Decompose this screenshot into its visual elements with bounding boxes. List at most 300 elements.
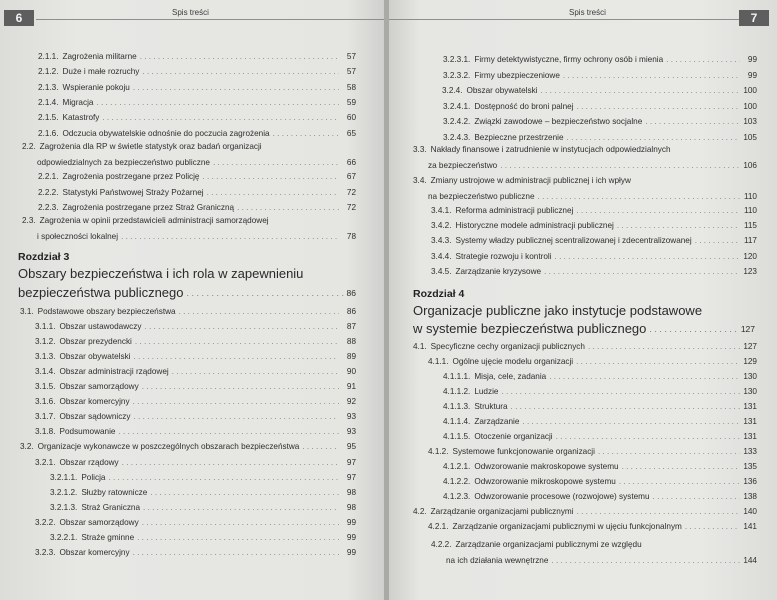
entry-title: Służby ratownicze bbox=[81, 487, 148, 497]
entry-number: 3.2.3.2. bbox=[443, 70, 471, 80]
page-number: 6 bbox=[4, 10, 34, 26]
entry-title: Odwzorowanie makroskopowe systemu bbox=[474, 462, 619, 471]
toc-entry-line bbox=[22, 216, 269, 226]
entry-page: 133 bbox=[743, 447, 757, 456]
toc-entry bbox=[413, 342, 757, 352]
toc-entry bbox=[443, 492, 757, 502]
entry-page: 131 bbox=[743, 417, 757, 426]
toc-entry bbox=[35, 367, 356, 377]
entry-page: 99 bbox=[346, 532, 356, 542]
entry-page: 99 bbox=[346, 517, 356, 527]
toc-entry bbox=[443, 117, 757, 127]
entry-title: Podsumowanie bbox=[59, 427, 116, 437]
entry-page: 99 bbox=[346, 547, 356, 557]
dot-leader bbox=[645, 117, 740, 127]
dot-leader bbox=[588, 342, 740, 352]
page-number: 7 bbox=[739, 10, 769, 26]
entry-number: 3.4.5. bbox=[431, 266, 452, 276]
entry-number: 3.4.3. bbox=[431, 236, 452, 246]
dot-leader bbox=[551, 556, 740, 566]
entry-page: 87 bbox=[346, 322, 356, 332]
entry-title: Organizacje wykonawcze w poszczególnych obszarach bezpieczeństwa bbox=[37, 442, 300, 452]
dot-leader bbox=[237, 203, 339, 213]
toc-entry bbox=[431, 221, 757, 231]
toc-entry bbox=[442, 86, 757, 96]
entry-title: Zarządzanie bbox=[474, 417, 520, 426]
dot-leader bbox=[500, 161, 740, 171]
dot-leader bbox=[142, 382, 339, 392]
entry-title: Systemowe funkcjonowanie organizacji bbox=[452, 447, 595, 456]
dot-leader bbox=[666, 55, 740, 65]
entry-title: Duże i małe rozruchy bbox=[62, 67, 140, 77]
entry-page: 123 bbox=[743, 266, 757, 276]
toc-entry-line bbox=[22, 142, 262, 152]
entry-number: 3.4. bbox=[413, 176, 427, 185]
entry-title: Zmiany ustrojowe w administracji publicznej i ich wpływ bbox=[430, 176, 631, 185]
entry-number: 3.3. bbox=[413, 145, 427, 154]
entry-page: 98 bbox=[346, 487, 356, 497]
entry-title: Firmy detektywistyczne, firmy ochrony osób i mienia bbox=[474, 55, 664, 64]
entry-title: Obszar komercyjny bbox=[59, 397, 130, 407]
entry-title: Migracja bbox=[62, 97, 94, 107]
entry-number: 4.1.1.5. bbox=[443, 432, 471, 441]
entry-number: 2.2.1. bbox=[38, 172, 59, 181]
entry-page: 140 bbox=[743, 507, 757, 516]
toc-entry bbox=[443, 477, 757, 487]
dot-leader bbox=[685, 522, 740, 532]
entry-page: 110 bbox=[743, 206, 757, 215]
entry-title-cont: i społeczności lokalnej bbox=[37, 232, 119, 241]
entry-title: Zagrożenia w opinii przedstawicieli administracji samorządowej bbox=[39, 216, 269, 225]
dot-leader bbox=[549, 372, 740, 382]
dot-leader bbox=[541, 86, 741, 96]
left-page bbox=[0, 0, 385, 600]
dot-leader bbox=[695, 236, 740, 246]
toc-entry bbox=[35, 397, 356, 407]
entry-page: 117 bbox=[743, 236, 757, 246]
chapter-page: 86 bbox=[346, 288, 356, 298]
dot-leader bbox=[501, 387, 740, 397]
chapter-title-row bbox=[18, 284, 356, 302]
entry-page: 136 bbox=[743, 477, 757, 486]
entry-page: 100 bbox=[743, 86, 757, 95]
toc-entry bbox=[428, 447, 757, 457]
dot-leader bbox=[649, 320, 737, 338]
dot-leader bbox=[108, 473, 339, 483]
entry-number: 3.2.4.3. bbox=[443, 132, 471, 142]
dot-leader bbox=[207, 188, 339, 198]
entry-page: 60 bbox=[346, 113, 356, 123]
entry-number: 4.1.1.1. bbox=[443, 372, 471, 381]
dot-leader bbox=[118, 427, 339, 437]
entry-number: 3.4.2. bbox=[431, 221, 452, 231]
chapter-title-row bbox=[413, 320, 755, 338]
entry-page: 106 bbox=[743, 161, 757, 170]
dot-leader bbox=[302, 442, 339, 452]
entry-title: Nakłady finansowe i zatrudnienie w instytucjach odpowiedzialnych bbox=[430, 145, 671, 154]
entry-title: Dostępność do broni palnej bbox=[474, 101, 574, 111]
entry-title: Zarządzanie organizacjami publicznymi w ujęciu funkcjonalnym bbox=[452, 522, 682, 531]
entry-number: 2.2.2. bbox=[38, 187, 59, 197]
toc-entry bbox=[443, 133, 757, 143]
entry-number: 3.2.3. bbox=[35, 547, 56, 557]
entry-number: 4.1.2.3. bbox=[443, 492, 471, 501]
toc-entry bbox=[443, 462, 757, 472]
entry-title: Odczucia obywatelskie odnośnie do poczucia zagrożenia bbox=[62, 128, 270, 138]
entry-title: Zagrożenia postrzegane przez Straż Graniczną bbox=[62, 203, 235, 212]
toc-entry bbox=[428, 192, 757, 202]
entry-title: Strategie rozwoju i kontroli bbox=[455, 251, 552, 261]
entry-title: Obszar obywatelski bbox=[59, 352, 131, 362]
entry-title: Straże gminne bbox=[81, 532, 135, 542]
entry-page: 95 bbox=[346, 442, 356, 452]
entry-page: 130 bbox=[743, 387, 757, 396]
entry-number: 3.1.1. bbox=[35, 322, 56, 332]
entry-page: 89 bbox=[346, 352, 356, 362]
toc-entry bbox=[431, 267, 757, 277]
toc-entry bbox=[428, 161, 757, 171]
entry-title: Zagrożenia postrzegane przez Policję bbox=[62, 172, 200, 181]
toc-entry bbox=[37, 158, 356, 168]
entry-title: Zagrożenia dla RP w świetle statystyk oraz badań organizacji bbox=[39, 142, 262, 151]
toc-entry bbox=[431, 206, 757, 216]
entry-title: Obszar sądowniczy bbox=[59, 412, 131, 422]
entry-number: 4.1.1. bbox=[428, 357, 449, 366]
entry-page: 100 bbox=[743, 101, 757, 111]
entry-page: 99 bbox=[747, 70, 757, 80]
entry-number: 2.1.4. bbox=[38, 97, 59, 107]
entry-number: 2.1.2. bbox=[38, 67, 59, 77]
dot-leader bbox=[140, 52, 339, 62]
entry-title-cont: na bezpieczeństwo publiczne bbox=[428, 192, 535, 201]
entry-number: 2.1.3. bbox=[38, 82, 59, 92]
toc-entry bbox=[50, 488, 356, 498]
entry-page: 115 bbox=[743, 221, 757, 231]
toc-entry bbox=[428, 522, 757, 532]
entry-title: Ogólne ujęcie modelu organizacji bbox=[452, 357, 574, 366]
chapter-label: Rozdział 3 bbox=[18, 251, 70, 263]
entry-number: 4.2.2. bbox=[431, 540, 452, 549]
entry-number: 3.4.1. bbox=[431, 206, 452, 215]
toc-entry bbox=[443, 102, 757, 112]
entry-number: 3.1.3. bbox=[35, 352, 56, 362]
dot-leader bbox=[142, 518, 339, 528]
dot-leader bbox=[102, 113, 339, 123]
entry-title: Obszar administracji rządowej bbox=[59, 367, 169, 377]
toc-entry bbox=[38, 83, 356, 93]
entry-page: 138 bbox=[743, 492, 757, 501]
entry-number: 3.1.6. bbox=[35, 397, 56, 407]
entry-number: 2.1.5. bbox=[38, 113, 59, 123]
entry-number: 3.2.2.1. bbox=[50, 532, 78, 542]
dot-leader bbox=[143, 503, 339, 513]
chapter-title: Obszary bezpieczeństwa i ich rola w zapewnieniu bbox=[18, 266, 304, 281]
entry-page: 99 bbox=[747, 55, 757, 64]
chapter-title-line2: w systemie bezpieczeństwa publicznego bbox=[413, 321, 647, 336]
entry-page: 58 bbox=[346, 82, 356, 92]
entry-number: 3.1.8. bbox=[35, 427, 56, 437]
toc-entry bbox=[35, 518, 356, 528]
chapter-page: 127 bbox=[740, 324, 755, 334]
toc-entry bbox=[35, 337, 356, 347]
toc-entry bbox=[35, 322, 356, 332]
entry-title-cont: na ich działania wewnętrzne bbox=[446, 556, 549, 565]
dot-leader bbox=[150, 488, 339, 498]
dot-leader bbox=[544, 267, 740, 277]
entry-number: 3.1. bbox=[20, 307, 34, 316]
entry-number: 3.1.5. bbox=[35, 382, 56, 392]
entry-title: Firmy ubezpieczeniowe bbox=[474, 70, 560, 80]
entry-number: 3.2.4.1. bbox=[443, 101, 471, 111]
entry-page: 110 bbox=[743, 192, 757, 201]
entry-number: 3.2.4.2. bbox=[443, 117, 471, 126]
dot-leader bbox=[134, 412, 340, 422]
dot-leader bbox=[622, 462, 740, 472]
entry-page: 127 bbox=[743, 342, 757, 351]
entry-title: Statystyki Państwowej Straży Pożarnej bbox=[62, 187, 204, 197]
header-rule bbox=[36, 19, 385, 20]
entry-number: 4.1. bbox=[413, 342, 427, 351]
entry-number: 3.2.1.3. bbox=[50, 502, 78, 512]
entry-title-cont: za bezpieczeństwo bbox=[428, 161, 498, 170]
dot-leader bbox=[563, 71, 740, 81]
toc-entry bbox=[443, 417, 757, 427]
entry-title: Misja, cele, zadania bbox=[474, 372, 547, 381]
dot-leader bbox=[522, 417, 740, 427]
dot-leader bbox=[511, 402, 740, 412]
dot-leader bbox=[96, 98, 339, 108]
toc-entry bbox=[50, 533, 356, 543]
entry-page: 93 bbox=[346, 412, 356, 422]
toc-entry bbox=[428, 357, 757, 367]
toc-entry bbox=[50, 473, 356, 483]
entry-title: Odwzorowanie procesowe (rozwojowe) systemu bbox=[474, 492, 650, 501]
dot-leader bbox=[179, 307, 339, 317]
entry-title: Obszar samorządowy bbox=[59, 382, 139, 392]
entry-number: 2.2.3. bbox=[38, 203, 59, 212]
entry-page: 57 bbox=[346, 52, 356, 61]
dot-leader bbox=[133, 83, 339, 93]
toc-entry bbox=[413, 507, 757, 517]
entry-number: 3.2.3.1. bbox=[443, 55, 471, 64]
dot-leader bbox=[213, 158, 339, 168]
entry-number: 3.2.1. bbox=[35, 457, 56, 467]
entry-page: 135 bbox=[743, 462, 757, 471]
entry-page: 67 bbox=[346, 172, 356, 181]
entry-number: 3.2.1.2. bbox=[50, 487, 78, 497]
entry-page: 103 bbox=[743, 117, 757, 126]
dot-leader bbox=[172, 367, 339, 377]
toc-entry bbox=[38, 188, 356, 198]
entry-number: 4.2.1. bbox=[428, 522, 449, 531]
entry-page: 144 bbox=[743, 556, 757, 565]
toc-entry bbox=[443, 402, 757, 412]
entry-number: 2.2. bbox=[22, 142, 36, 151]
toc-entry bbox=[38, 129, 356, 139]
dot-leader bbox=[144, 322, 339, 332]
toc-entry bbox=[38, 113, 356, 123]
dot-leader bbox=[576, 206, 740, 216]
entry-page: 91 bbox=[346, 382, 356, 392]
toc-entry bbox=[443, 387, 757, 397]
dot-leader bbox=[619, 477, 740, 487]
chapter-title: Organizacje publiczne jako instytucje podstawowe bbox=[413, 303, 703, 318]
entry-page: 141 bbox=[743, 522, 757, 531]
entry-number: 2.3. bbox=[22, 216, 36, 225]
entry-page: 88 bbox=[346, 337, 356, 347]
entry-page: 105 bbox=[743, 132, 757, 142]
dot-leader bbox=[598, 447, 740, 457]
toc-entry bbox=[431, 252, 757, 262]
toc-entry bbox=[38, 98, 356, 108]
right-page bbox=[389, 0, 777, 600]
entry-title: Obszar komercyjny bbox=[59, 547, 130, 557]
entry-number: 3.4.4. bbox=[431, 251, 452, 261]
entry-number: 3.1.2. bbox=[35, 337, 56, 347]
entry-page: 66 bbox=[346, 158, 356, 167]
dot-leader bbox=[577, 507, 740, 517]
dot-leader bbox=[142, 67, 339, 77]
entry-number: 4.1.1.4. bbox=[443, 417, 471, 426]
entry-page: 92 bbox=[346, 397, 356, 407]
entry-number: 3.2.1.1. bbox=[50, 472, 78, 482]
dot-leader bbox=[567, 133, 740, 143]
entry-page: 78 bbox=[346, 232, 356, 241]
entry-number: 4.1.1.3. bbox=[443, 402, 471, 411]
dot-leader bbox=[653, 492, 740, 502]
entry-page: 97 bbox=[346, 457, 356, 467]
dot-leader bbox=[134, 352, 340, 362]
entry-number: 4.2. bbox=[413, 507, 427, 516]
entry-number: 4.1.2.1. bbox=[443, 462, 471, 471]
running-head: Spis treści bbox=[172, 8, 209, 17]
entry-number: 4.1.2.2. bbox=[443, 477, 471, 486]
toc-entry bbox=[20, 442, 356, 452]
entry-title: Podstawowe obszary bezpieczeństwa bbox=[37, 307, 176, 316]
entry-number: 3.2.2. bbox=[35, 517, 56, 527]
dot-leader bbox=[538, 192, 740, 202]
entry-title: Systemy władzy publicznej scentralizowanej i zdecentralizowanej bbox=[455, 236, 692, 246]
entry-title: Straż Graniczna bbox=[81, 502, 141, 512]
entry-title: Historyczne modele administracji publicznej bbox=[455, 221, 614, 231]
entry-title: Związki zawodowe – bezpieczeństwo socjalne bbox=[474, 117, 643, 126]
entry-title: Specyficzne cechy organizacji publicznych bbox=[430, 342, 585, 351]
dot-leader bbox=[122, 458, 339, 468]
toc-entry bbox=[443, 55, 757, 65]
toc-entry bbox=[443, 432, 757, 442]
entry-number: 4.1.1.2. bbox=[443, 387, 471, 396]
toc-entry-line bbox=[431, 540, 642, 550]
dot-leader bbox=[133, 397, 339, 407]
dot-leader bbox=[555, 252, 740, 262]
dot-leader bbox=[137, 533, 339, 543]
toc-entry-line bbox=[413, 176, 631, 186]
entry-title: Ludzie bbox=[474, 387, 499, 396]
toc-entry-line bbox=[413, 145, 671, 155]
entry-number: 2.1.6. bbox=[38, 128, 59, 138]
toc-entry bbox=[35, 412, 356, 422]
header-rule bbox=[389, 19, 739, 20]
entry-title: Katastrofy bbox=[62, 113, 100, 123]
toc-entry bbox=[35, 352, 356, 362]
dot-leader bbox=[135, 337, 339, 347]
toc-entry bbox=[38, 172, 356, 182]
toc-entry bbox=[443, 71, 757, 81]
entry-page: 72 bbox=[346, 187, 356, 197]
entry-title: Zarządzanie organizacjami publicznymi bbox=[430, 507, 574, 516]
entry-number: 3.1.7. bbox=[35, 412, 56, 422]
dot-leader bbox=[556, 432, 740, 442]
toc-entry bbox=[20, 307, 356, 317]
toc-entry bbox=[38, 52, 356, 62]
entry-title: Policja bbox=[81, 472, 106, 482]
entry-title: Obszar prezydencki bbox=[59, 337, 132, 347]
entry-title: Reforma administracji publicznej bbox=[455, 206, 574, 215]
entry-page: 93 bbox=[346, 427, 356, 437]
entry-page: 90 bbox=[346, 367, 356, 377]
entry-number: 3.1.4. bbox=[35, 367, 56, 377]
entry-title: Struktura bbox=[474, 402, 508, 411]
dot-leader bbox=[576, 357, 740, 367]
entry-title: Otoczenie organizacji bbox=[474, 432, 553, 441]
entry-number: 3.2. bbox=[20, 442, 34, 452]
entry-page: 65 bbox=[346, 128, 356, 138]
entry-page: 131 bbox=[743, 432, 757, 441]
entry-title: Bezpieczne przestrzenie bbox=[474, 132, 564, 142]
entry-page: 129 bbox=[743, 357, 757, 366]
entry-title: Obszar obywatelski bbox=[466, 86, 538, 95]
entry-title: Zarządzanie organizacjami publicznymi ze względu bbox=[455, 540, 642, 549]
toc-entry bbox=[35, 382, 356, 392]
toc-entry bbox=[50, 503, 356, 513]
dot-leader bbox=[133, 548, 339, 558]
running-head: Spis treści bbox=[569, 8, 606, 17]
entry-title: Zarządzanie kryzysowe bbox=[455, 266, 542, 276]
toc-entry bbox=[35, 427, 356, 437]
entry-page: 59 bbox=[346, 97, 356, 107]
toc-entry bbox=[35, 548, 356, 558]
entry-title: Obszar ustawodawczy bbox=[59, 322, 142, 332]
toc-entry bbox=[431, 236, 757, 246]
toc-entry bbox=[37, 232, 356, 242]
chapter-label: Rozdział 4 bbox=[413, 288, 465, 300]
entry-page: 120 bbox=[743, 251, 757, 261]
entry-page: 57 bbox=[346, 67, 356, 77]
entry-page: 98 bbox=[346, 502, 356, 512]
entry-title: Wspieranie pokoju bbox=[62, 82, 130, 92]
dot-leader bbox=[577, 102, 740, 112]
entry-number: 3.2.4. bbox=[442, 86, 463, 95]
toc-entry bbox=[35, 458, 356, 468]
entry-number: 4.1.2. bbox=[428, 447, 449, 456]
entry-title: Zagrożenia militarne bbox=[62, 52, 137, 61]
dot-leader bbox=[121, 232, 339, 242]
dot-leader bbox=[203, 172, 340, 182]
entry-title: Obszar samorządowy bbox=[59, 517, 139, 527]
entry-title: Odwzorowanie mikroskopowe systemu bbox=[474, 477, 616, 486]
dot-leader bbox=[617, 221, 740, 231]
toc-entry bbox=[443, 372, 757, 382]
chapter-title-line2: bezpieczeństwa publicznego bbox=[18, 285, 184, 300]
entry-title-cont: odpowiedzialnych za bezpieczeństwo publiczne bbox=[37, 158, 210, 167]
entry-page: 72 bbox=[346, 203, 356, 212]
dot-leader bbox=[273, 129, 339, 139]
entry-page: 131 bbox=[743, 402, 757, 411]
entry-page: 97 bbox=[346, 472, 356, 482]
entry-page: 86 bbox=[346, 307, 356, 316]
entry-title: Obszar rządowy bbox=[59, 457, 119, 467]
entry-number: 2.1.1. bbox=[38, 52, 59, 61]
